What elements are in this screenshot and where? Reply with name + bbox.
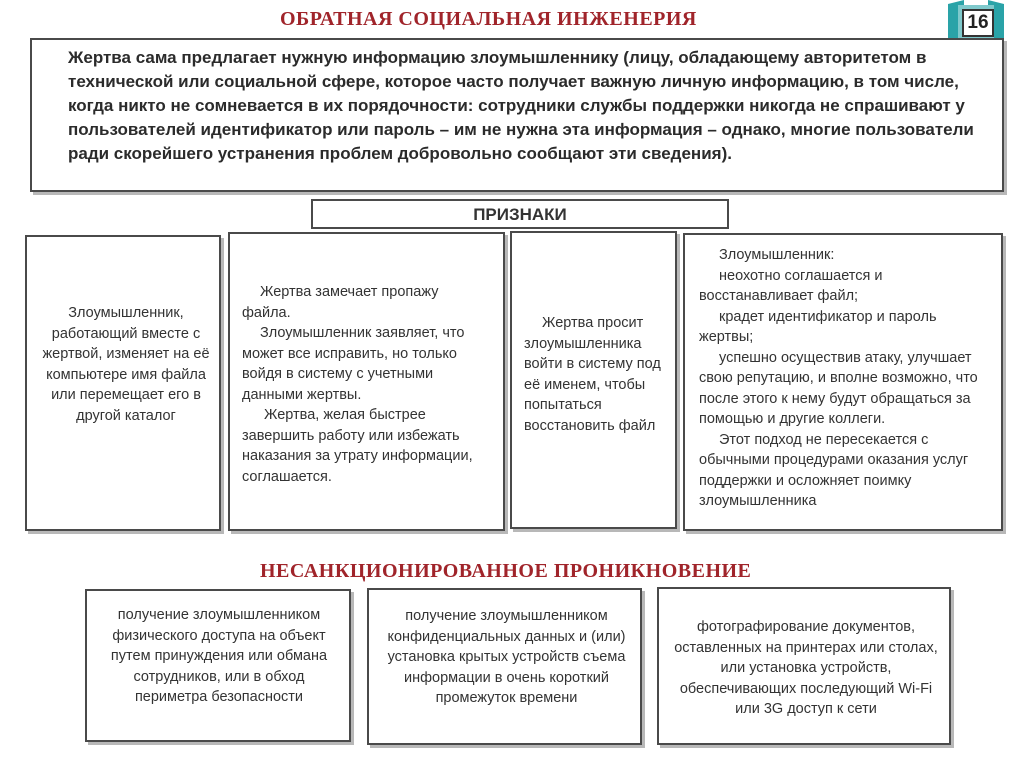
penetration-text: получение злоумышленником физического доступа на объект путем принуждения или обмана сотрудников, или в обход периметра безопасности <box>110 607 328 705</box>
sign-card-text: Злоумышленник: <box>719 247 835 263</box>
penetration-card <box>657 587 951 745</box>
sign-card <box>510 231 677 529</box>
sign-card <box>25 235 221 531</box>
sign-card-text: Этот подход не пересекается с обычными процедурами оказания услуг поддержки и осложняет поимку злоумышленника <box>699 431 969 509</box>
sign-card <box>228 232 505 531</box>
sign-card-text: Злоумышленник, работающий вместе с жертвой, изменяет на её компьютере имя файла или перемещает его в другой каталог <box>42 305 210 424</box>
intro-definition <box>30 38 1004 192</box>
sign-card-text: Жертва просит злоумышленника войти в систему под её именем, чтобы попытаться восстановить файл <box>524 315 661 434</box>
sign-card-text: успешно осуществив атаку, улучшает свою репутацию, и вполне возможно, что после этого к нему будут обращаться за помощью и другие коллеги. <box>699 349 978 427</box>
section-title: НЕСАНКЦИОНИРОВАННОЕ ПРОНИКНОВЕНИЕ <box>260 560 752 582</box>
penetration-text: получение злоумышленником конфиденциальных данных и (или) установка крытых устройств съема информации в очень короткий промежуток времени <box>387 608 626 706</box>
penetration-card <box>85 589 351 742</box>
sign-card <box>683 233 1003 531</box>
page-title: ОБРАТНАЯ СОЦИАЛЬНАЯ ИНЖЕНЕРИЯ <box>280 8 697 30</box>
penetration-card <box>367 588 642 745</box>
signs-header: ПРИЗНАКИ <box>311 199 729 229</box>
sign-card-text: неохотно соглашается и восстанавливает файл; <box>699 267 883 304</box>
penetration-text: фотографирование документов, оставленных на принтерах или столах, или установка устройств, обеспечивающих последующий Wi-Fi или 3G доступ к сети <box>674 619 938 717</box>
sign-card-text: Жертва, желая быстрее завершить работу или избежать наказания за утрату информации, соглашается. <box>242 407 473 485</box>
sign-card-text: крадет идентификатор и пароль жертвы; <box>699 308 937 345</box>
intro-text: Жертва сама предлагает нужную информацию злоумышленнику (лицу, обладающему авторитетом в технической или социальной сфере, которое часто получает важную личную информацию, в том числе, когда никто не сомневается в их порядочности: сотрудники службы поддержки никогда не спрашивают у пользователей идентификатор или пароль – им не нужна эта информация – однако, многие пользователи ради скорейшего устранения проблем добровольно сообщают эти сведения). <box>68 48 974 163</box>
sign-card-text: Жертва замечает пропажу файла. <box>242 284 439 321</box>
slide-number: 16 <box>962 9 994 37</box>
sign-card-text: Злоумышленник заявляет, что может все исправить, но только войдя в систему с учетными данными жертвы. <box>242 325 465 403</box>
